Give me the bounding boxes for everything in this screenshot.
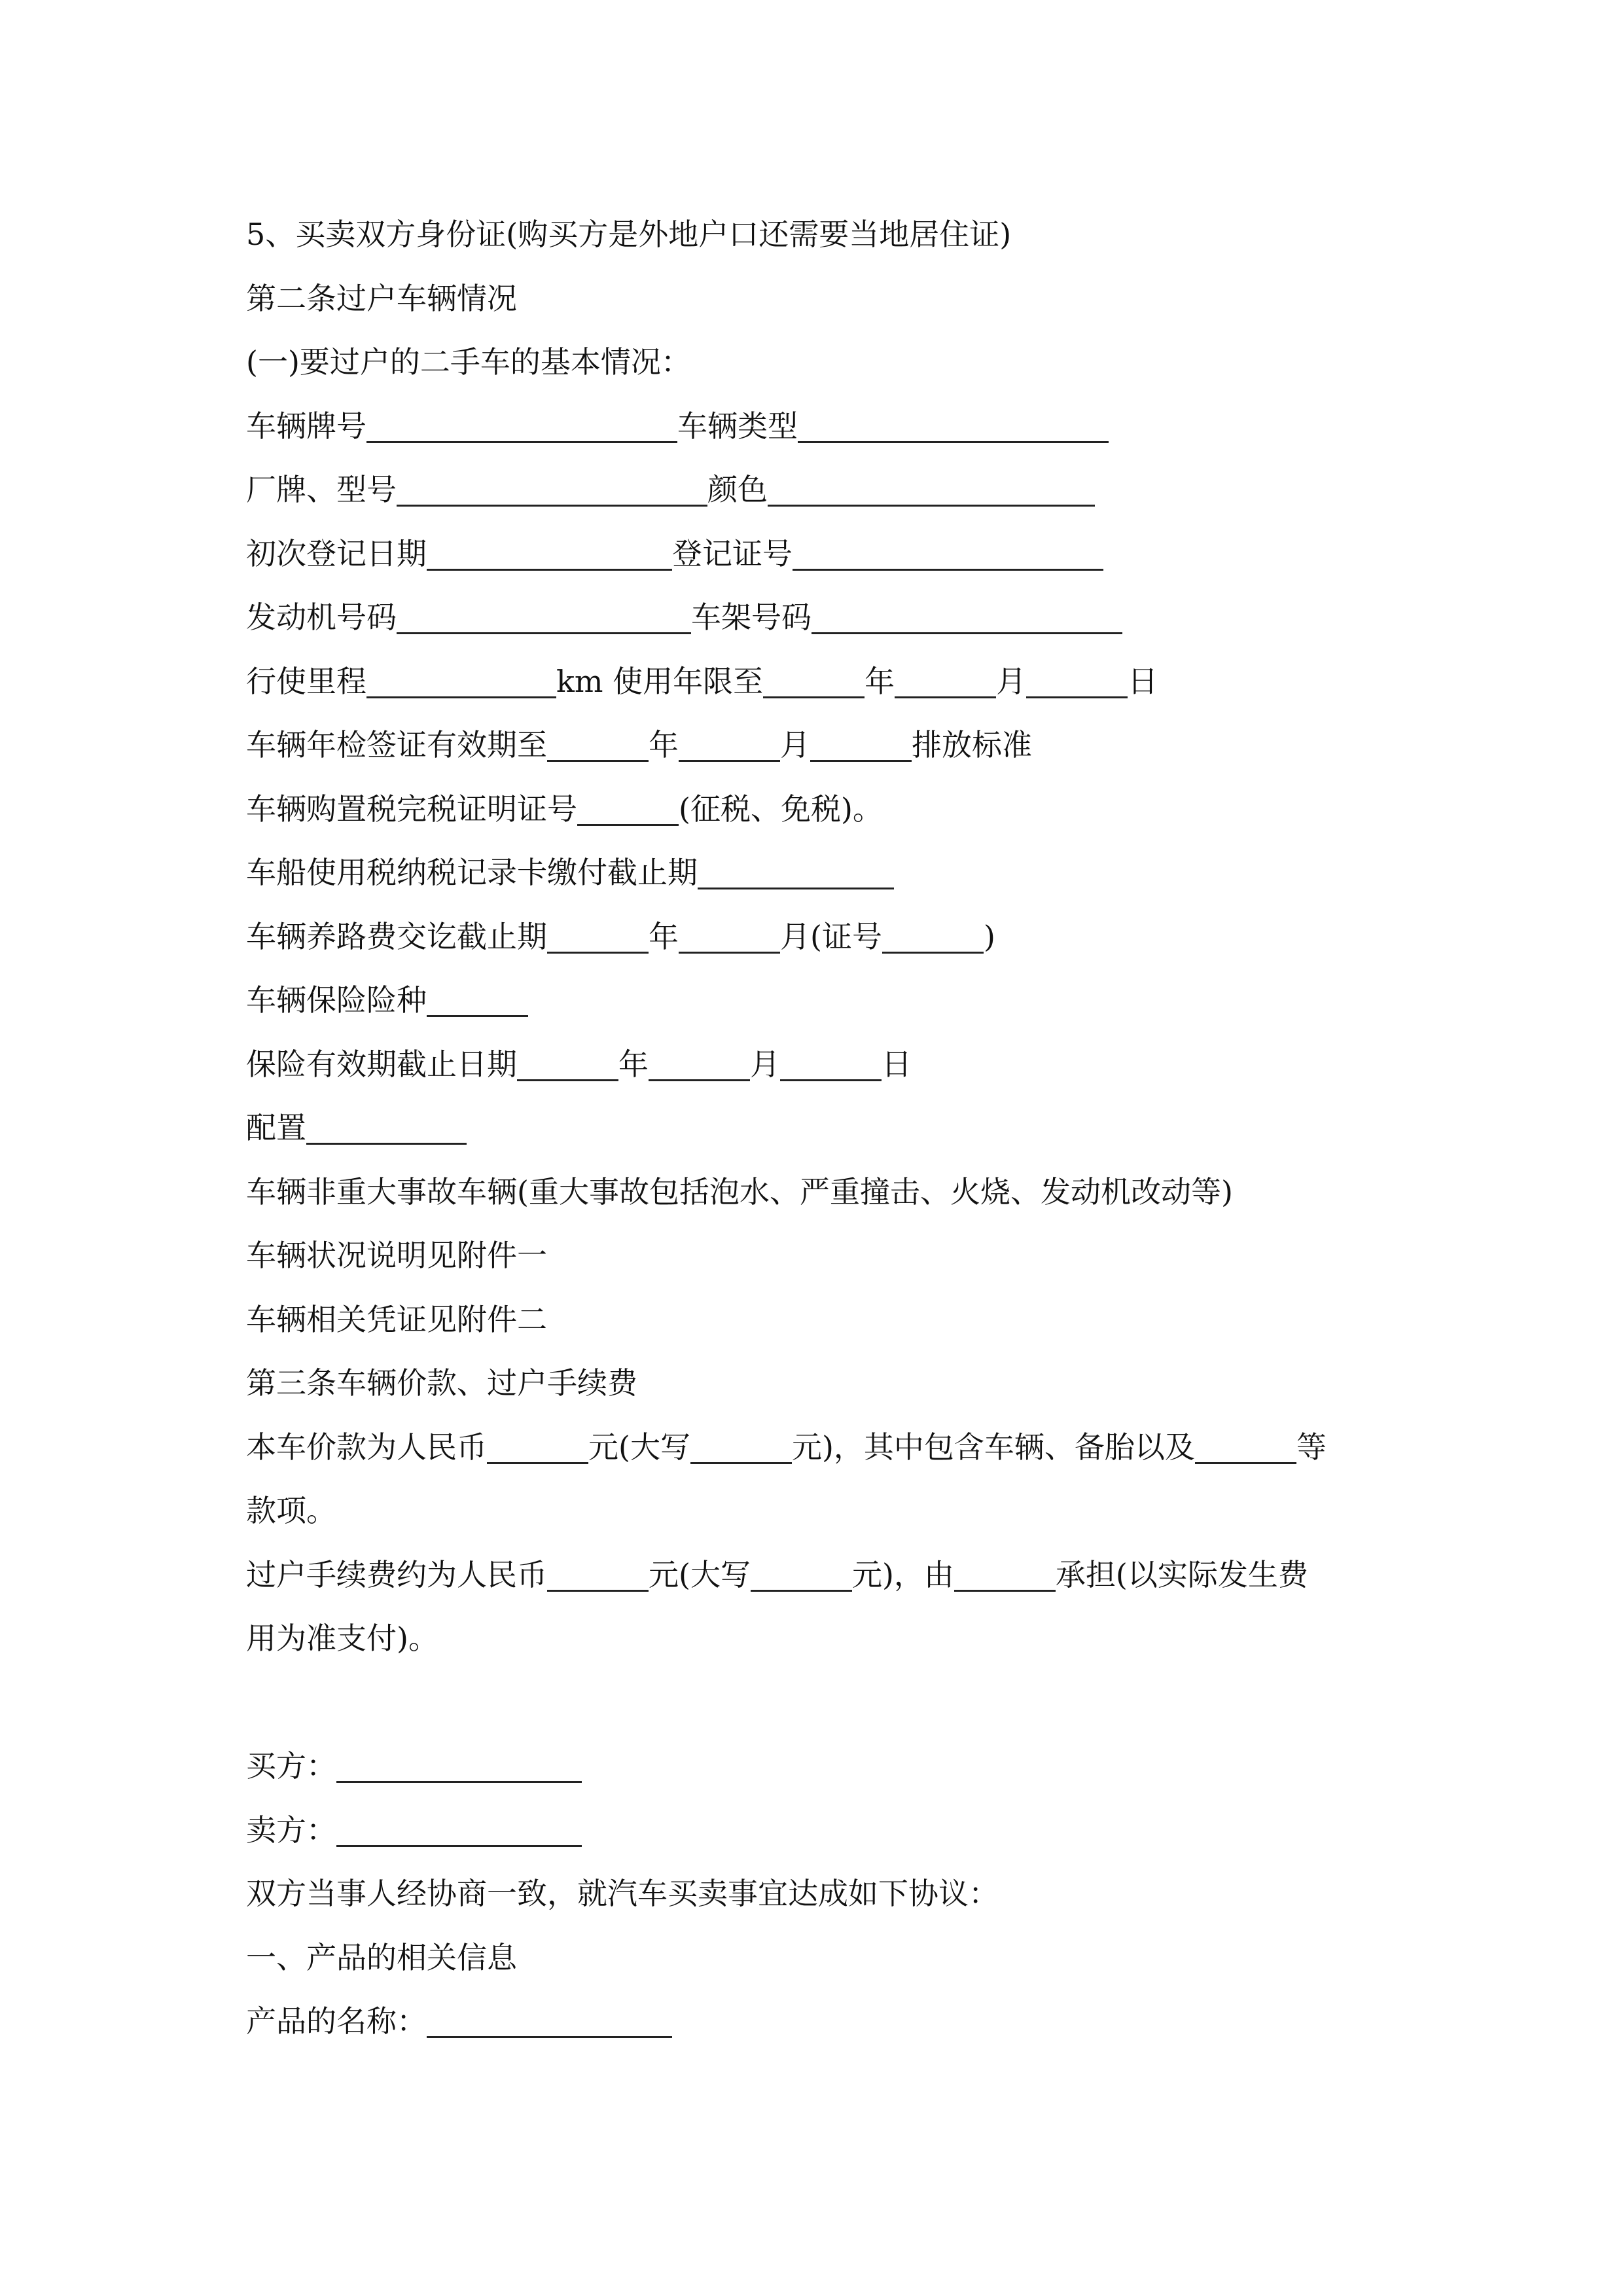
field-row-price: 本车价款为人民币 元(大写 元)，其中包含车辆、备胎以及 等 — [246, 1416, 1385, 1480]
blank-fee-payer[interactable] — [954, 1549, 1056, 1592]
blank-insurance-year[interactable] — [517, 1039, 618, 1081]
blank-purchase-tax-no[interactable] — [577, 783, 679, 826]
blank-fee-amount[interactable] — [547, 1549, 649, 1592]
blank-road-fee-year[interactable] — [547, 911, 649, 954]
document-body — [246, 203, 1385, 2054]
blank-configuration[interactable] — [306, 1102, 467, 1145]
field-row-transfer-fee: 过户手续费约为人民币 元(大写 元)，由 承担(以实际发生费 — [246, 1543, 1385, 1607]
field-label-registration-no: 登记证号 — [672, 535, 793, 571]
field-row-seller — [246, 1799, 1385, 1863]
field-row-brand-color — [246, 458, 1385, 522]
blank-price-amount[interactable] — [487, 1422, 588, 1464]
blank-price-includes[interactable] — [1195, 1422, 1296, 1464]
blank-inspection-day[interactable] — [810, 719, 912, 762]
field-label-seller: 卖方： — [246, 1812, 336, 1848]
blank-fee-uppercase[interactable] — [751, 1549, 852, 1592]
blank-insurance-type[interactable] — [427, 975, 528, 1017]
blank-frame-no[interactable] — [812, 592, 1122, 634]
field-row-plate-type — [246, 395, 1385, 459]
section-heading-vehicle: 第二条过户车辆情况 — [246, 280, 517, 316]
blank-vehicle-type[interactable] — [798, 401, 1109, 443]
field-row-annual-inspection: 车辆年检签证有效期至 年 月 排放标准 — [246, 713, 1385, 778]
field-row-vessel-tax — [246, 841, 1385, 905]
blank-inspection-month[interactable] — [679, 719, 780, 762]
blank-inspection-year[interactable] — [547, 719, 649, 762]
field-label-road-fee: 车辆养路费交讫截止期 — [246, 918, 547, 954]
field-row-engine-frame — [246, 586, 1385, 650]
field-label-brand-model: 厂牌、型号 — [246, 472, 397, 507]
blank-seller[interactable] — [336, 1804, 582, 1847]
doc-line-accident-clause: 车辆非重大事故车辆(重大事故包括泡水、严重撞击、火烧、发动机改动等) — [246, 1174, 1233, 1210]
field-label-first-registration: 初次登记日期 — [246, 535, 427, 571]
field-row-registration — [246, 522, 1385, 586]
doc-line-attachment-one: 车辆状况说明见附件一 — [246, 1238, 547, 1273]
blank-life-day[interactable] — [1026, 656, 1128, 698]
subsection-heading-basic-info: (一)要过户的二手车的基本情况： — [246, 344, 691, 380]
field-label-mileage: 行使里程 — [246, 663, 366, 699]
field-row-purchase-tax: 车辆购置税完税证明证号 (征税、免税)。 — [246, 778, 1385, 842]
doc-line-agreement-intro: 双方当事人经协商一致，就汽车买卖事宜达成如下协议： — [246, 1876, 999, 1911]
blank-insurance-day[interactable] — [780, 1039, 882, 1081]
field-label-insurance-expiry: 保险有效期截止日期 — [246, 1046, 517, 1082]
blank-brand-model[interactable] — [397, 464, 707, 507]
field-label-vessel-tax: 车船使用税纳税记录卡缴付截止期 — [246, 855, 698, 890]
blank-life-month[interactable] — [895, 656, 996, 698]
blank-road-fee-month[interactable] — [679, 911, 780, 954]
field-label-emission-standard: 排放标准 — [912, 727, 1032, 762]
field-label-frame-no: 车架号码 — [691, 600, 812, 635]
field-row-mileage: 行使里程 km 使用年限至 年 月 日 — [246, 650, 1385, 714]
field-row-product-name — [246, 1990, 1385, 2054]
field-label-configuration: 配置 — [246, 1110, 306, 1145]
field-row-insurance-expiry: 保险有效期截止日期 年 月 日 — [246, 1033, 1385, 1097]
field-label-product-name: 产品的名称： — [246, 2003, 427, 2039]
doc-line-id-cards: 5、买卖双方身份证(购买方是外地户口还需要当地居住证) — [246, 217, 1012, 252]
blank-registration-no[interactable] — [793, 528, 1103, 571]
section-heading-price: 第三条车辆价款、过户手续费 — [246, 1365, 637, 1401]
blank-color[interactable] — [768, 464, 1095, 507]
field-label-km-service-life: km 使用年限至 — [556, 663, 764, 699]
field-row-road-fee: 车辆养路费交讫截止期 年 月(证号 ) — [246, 905, 1385, 969]
field-label-color: 颜色 — [707, 472, 768, 507]
blank-product-name[interactable] — [427, 1996, 672, 2038]
blank-plate[interactable] — [366, 401, 677, 443]
field-label-insurance-type: 车辆保险险种 — [246, 982, 427, 1018]
field-row-insurance-type — [246, 969, 1385, 1033]
field-row-buyer — [246, 1734, 1385, 1799]
field-label-purchase-tax: 车辆购置税完税证明证号 — [246, 791, 577, 827]
section-heading-product-info: 一、产品的相关信息 — [246, 1939, 517, 1975]
blank-vessel-tax-date[interactable] — [698, 847, 894, 889]
blank-insurance-month[interactable] — [649, 1039, 750, 1081]
blank-price-uppercase[interactable] — [690, 1422, 792, 1464]
field-label-annual-inspection: 车辆年检签证有效期至 — [246, 727, 547, 762]
field-label-buyer: 买方： — [246, 1748, 336, 1784]
field-row-configuration — [246, 1096, 1385, 1160]
doc-line-price-cont: 款项。 — [246, 1493, 336, 1528]
blank-first-registration[interactable] — [427, 528, 672, 571]
blank-buyer[interactable] — [336, 1740, 582, 1783]
blank-road-fee-cert[interactable] — [882, 911, 984, 954]
doc-line-fee-cont: 用为准支付)。 — [246, 1621, 438, 1656]
blank-engine-no[interactable] — [397, 592, 691, 634]
field-label-engine-no: 发动机号码 — [246, 600, 397, 635]
blank-mileage[interactable] — [366, 656, 556, 698]
field-label-vehicle-type: 车辆类型 — [677, 408, 798, 444]
doc-line-attachment-two: 车辆相关凭证见附件二 — [246, 1301, 547, 1337]
spacer — [246, 1671, 1385, 1735]
field-label-plate: 车辆牌号 — [246, 408, 366, 444]
blank-life-year[interactable] — [763, 656, 865, 698]
